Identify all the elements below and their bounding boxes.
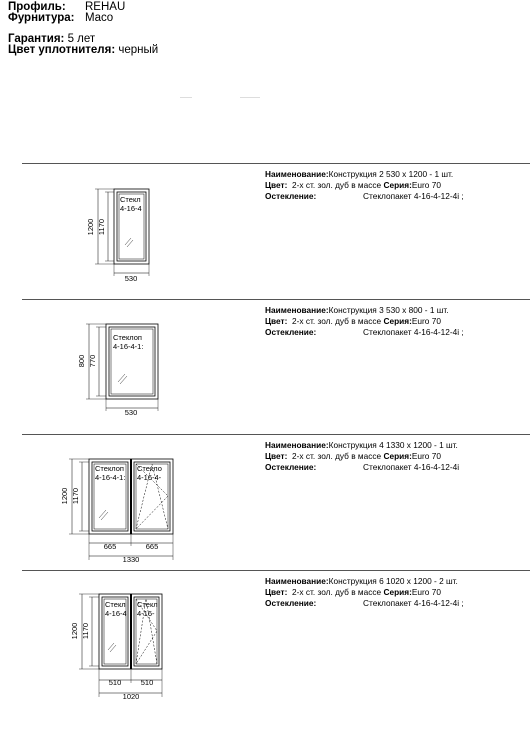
- pane-text: 4-16-4: [120, 204, 142, 213]
- dimension-height-inner: 1170: [97, 218, 106, 236]
- name-label: Наименование:: [265, 440, 329, 450]
- color-label: Цвет:: [265, 587, 288, 597]
- pane-text: 4-16-4-1:: [95, 473, 126, 482]
- dimension-height-inner: 1170: [71, 487, 80, 505]
- series-label: Серия:: [383, 316, 412, 326]
- glazing-label: Остекление:: [265, 598, 317, 608]
- glass-mark: [127, 240, 133, 247]
- dimension-width-total: 530: [124, 274, 138, 283]
- name-value: Конструкция 3 530 x 800 - 1 шт.: [328, 305, 449, 315]
- dimension-height-outer: 1200: [70, 622, 79, 640]
- pane-text: Стекло: [137, 464, 162, 473]
- dimension-width-total: 1020: [122, 692, 140, 701]
- glazing-value: Стеклопакет 4-16-4-12-4i ;: [363, 327, 464, 337]
- pane-text: 4-16-4-: [137, 473, 162, 482]
- dimension-width-left: 665: [103, 542, 117, 551]
- glass-mark: [125, 238, 131, 245]
- glazing-label: Остекление:: [265, 462, 317, 472]
- color-value: 2-х ст. зол. дуб в массе: [292, 316, 382, 326]
- name-value: Конструкция 6 1020 x 1200 - 2 шт.: [328, 576, 458, 586]
- hardware-label: Фурнитура:: [8, 12, 75, 24]
- pane-text: Стеклоп: [113, 333, 142, 342]
- name-label: Наименование:: [265, 576, 329, 586]
- pane-text: Стекл: [120, 195, 141, 204]
- series-label: Серия:: [383, 587, 412, 597]
- dimension-width-left: 510: [108, 678, 122, 687]
- glazing-value: Стеклопакет 4-16-4-12-4i ;: [363, 191, 464, 201]
- seal-color-value: черный: [118, 44, 159, 56]
- name-value: Конструкция 2 530 x 1200 - 1 шт.: [328, 169, 454, 179]
- glazing-value: Стеклопакет 4-16-4-12-4i: [363, 462, 460, 472]
- dimension-width-total: 530: [124, 408, 138, 417]
- pane-text: 4-16-4-1:: [113, 342, 144, 351]
- hardware-value: Maco: [85, 12, 114, 24]
- color-label: Цвет:: [265, 316, 288, 326]
- glazing-value: Стеклопакет 4-16-4-12-4i ;: [363, 598, 464, 608]
- color-label: Цвет:: [265, 451, 288, 461]
- window-drawing-3: [60, 459, 173, 564]
- series-value: Euro 70: [411, 587, 441, 597]
- warranty-value: 5 лет: [67, 33, 96, 45]
- profile-value: REHAU: [85, 1, 126, 13]
- glazing-label: Остекление:: [265, 327, 317, 337]
- name-value: Конструкция 4 1330 x 1200 - 1 шт.: [328, 440, 458, 450]
- pane-text: Стеклоп: [95, 464, 124, 473]
- color-label: Цвет:: [265, 180, 288, 190]
- dimension-height-outer: 800: [77, 354, 86, 368]
- color-value: 2-х ст. зол. дуб в массе: [292, 451, 382, 461]
- series-label: Серия:: [383, 451, 412, 461]
- dimension-width-total: 1330: [122, 555, 140, 564]
- dimension-height-outer: 1200: [86, 218, 95, 236]
- series-value: Euro 70: [411, 451, 441, 461]
- glass-mark: [108, 643, 114, 650]
- dimension-width-right: 510: [140, 678, 154, 687]
- series-label: Серия:: [383, 180, 412, 190]
- pane-text: 4-16-4: [105, 609, 127, 618]
- window-drawing-1: [86, 189, 149, 283]
- pane-text: Стекл: [137, 600, 158, 609]
- pane-text: 4-16-: [137, 609, 155, 618]
- glazing-label: Остекление:: [265, 191, 317, 201]
- color-value: 2-х ст. зол. дуб в массе: [292, 587, 382, 597]
- glass-mark: [118, 374, 125, 382]
- name-label: Наименование:: [265, 169, 329, 179]
- dimension-height-outer: 1200: [60, 487, 69, 505]
- dimension-height-inner: 770: [88, 354, 97, 368]
- window-drawing-4: [70, 594, 162, 701]
- name-label: Наименование:: [265, 305, 329, 315]
- glass-mark: [120, 376, 127, 384]
- warranty-label: Гарантия:: [8, 33, 65, 45]
- glass-mark: [110, 645, 116, 652]
- dimension-width-right: 665: [145, 542, 159, 551]
- color-value: 2-х ст. зол. дуб в массе: [292, 180, 382, 190]
- series-value: Euro 70: [411, 316, 441, 326]
- seal-color-label: Цвет уплотнителя:: [8, 44, 116, 56]
- profile-label: Профиль:: [8, 1, 66, 13]
- dimension-height-inner: 1170: [81, 622, 90, 640]
- glass-mark: [99, 510, 106, 518]
- window-drawing-2: [77, 324, 158, 417]
- series-value: Euro 70: [411, 180, 441, 190]
- pane-text: Стекл: [105, 600, 126, 609]
- glass-mark: [101, 512, 108, 520]
